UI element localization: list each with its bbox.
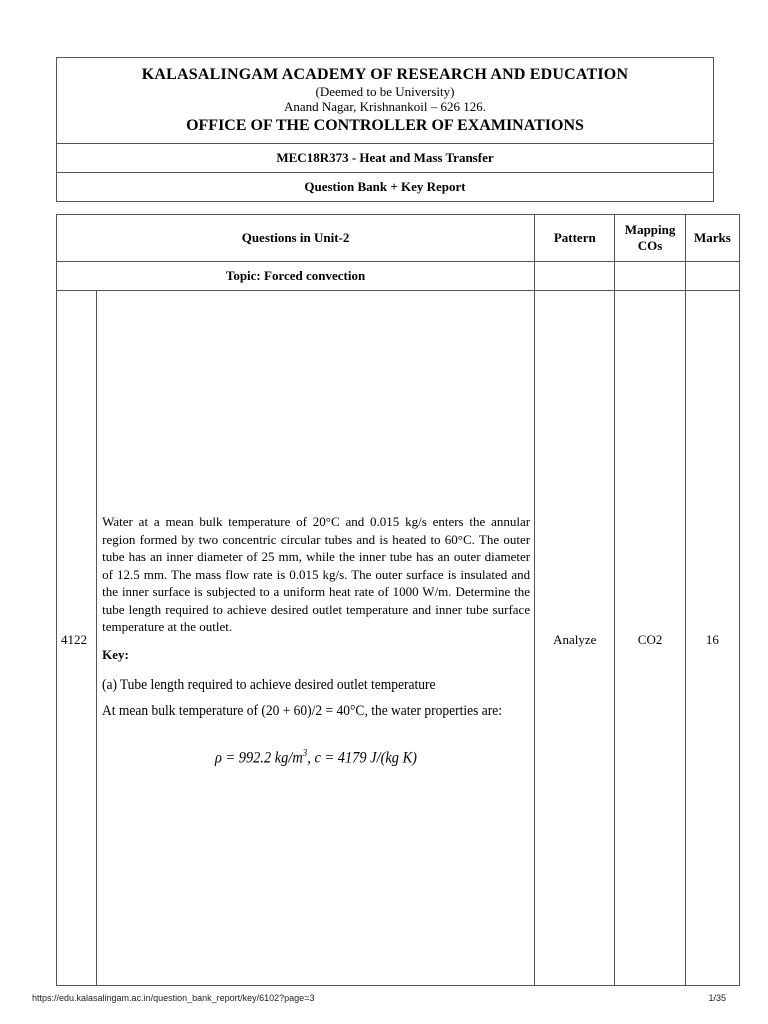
office-title: OFFICE OF THE CONTROLLER OF EXAMINATIONS <box>186 117 584 134</box>
report-title: Question Bank + Key Report <box>304 179 466 194</box>
topic-label: Topic: Forced convection <box>57 262 535 291</box>
table-row <box>57 291 740 986</box>
header-marks: Marks <box>685 215 739 262</box>
key-part-label: (a) <box>102 677 118 694</box>
question-cell <box>97 291 535 986</box>
key-line: At mean bulk temperature of (20 + 60)/2 = 40°C, the water properties are: <box>102 703 503 720</box>
report-header <box>56 57 714 202</box>
cp-value: , c = 4179 J/(kg K) <box>307 749 418 767</box>
property-equation <box>124 745 509 767</box>
footer-url: https://edu.kalasalingam.ac.in/question_bank_report/key/6102?page=3 <box>32 993 315 1003</box>
rho-value: = 992.2 kg/m <box>222 749 303 767</box>
question-text: Water at a mean bulk temperature of 20°C and 0.015 kg/s enters the annular region formed by two concentric circular tubes and is heated to 60°C. The outer tube has an inner diameter of 25 mm, while the inner tube has an outer diameter of 12.5 mm. The mass flow rate is 0.015 kg/s. The outer surface is insulated and the inner surface is subjected to a uniform heat rate of 1000 W/m. Determine the tube length required to achieve desired outlet temperature and inner tube surface temperature at the outlet. <box>102 514 531 635</box>
key-part-heading <box>102 675 487 695</box>
marks-value: 16 <box>685 291 739 986</box>
question-id: 4122 <box>57 291 97 986</box>
header-mapping: Mapping COs <box>615 215 685 262</box>
institution-name: KALASALINGAM ACADEMY OF RESEARCH AND EDUCATION <box>141 66 629 83</box>
table-header-row <box>57 215 740 262</box>
key-part-title: Tube length required to achieve desired outlet temperature <box>120 677 436 694</box>
header-questions: Questions in Unit-2 <box>57 215 535 262</box>
header-pattern: Pattern <box>535 215 615 262</box>
page-number: 1/35 <box>708 993 726 1003</box>
address: Anand Nagar, Krishnankoil – 626 126. <box>283 99 487 114</box>
rho-symbol: ρ <box>215 749 223 767</box>
key-label: Key: <box>102 646 129 662</box>
course-title: MEC18R373 - Heat and Mass Transfer <box>57 144 713 173</box>
question-table <box>56 214 740 986</box>
co-value: CO2 <box>615 291 685 986</box>
deemed-note: (Deemed to be University) <box>315 84 455 99</box>
rho-exponent: 3 <box>302 748 308 760</box>
pattern-value: Analyze <box>535 291 615 986</box>
topic-row <box>57 262 740 291</box>
institution-block <box>57 58 713 144</box>
